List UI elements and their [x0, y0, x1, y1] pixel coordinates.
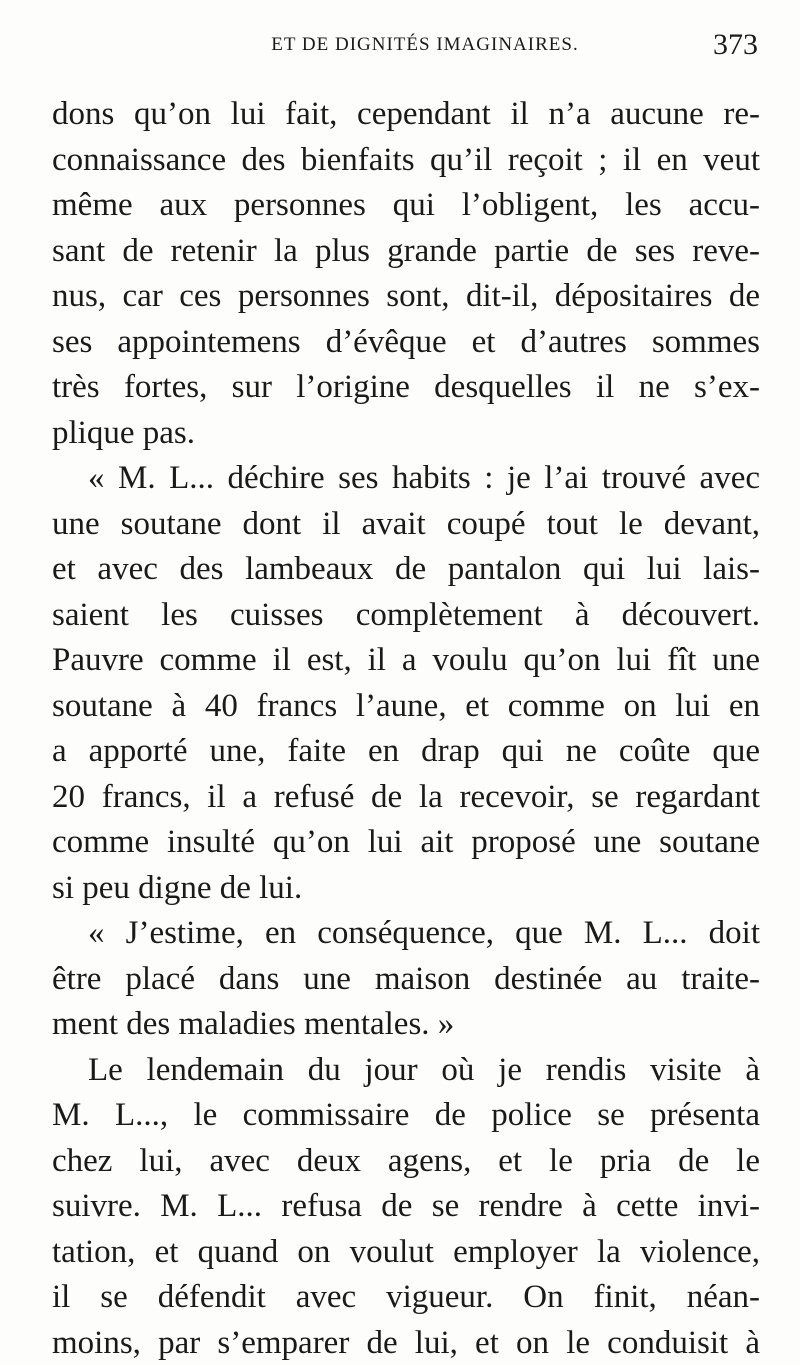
text-line: a apporté une, faite en drap qui ne coûte que	[52, 729, 760, 775]
page-number: 373	[713, 28, 758, 62]
text-line: moins, par s’emparer de lui, et on le conduisit à	[52, 1321, 760, 1366]
text-line: comme insulté qu’on lui ait proposé une soutane	[52, 820, 760, 866]
text-line: sant de retenir la plus grande partie de ses reve-	[52, 229, 760, 275]
text-line: M. L..., le commissaire de police se présenta	[52, 1093, 760, 1139]
text-line: très fortes, sur l’origine desquelles il ne s’ex-	[52, 365, 760, 411]
text-line: suivre. M. L... refusa de se rendre à cette invi-	[52, 1184, 760, 1230]
page-header	[52, 26, 758, 66]
text-line: nus, car ces personnes sont, dit-il, dépositaires de	[52, 274, 760, 320]
text-line: Le lendemain du jour où je rendis visite à	[52, 1048, 760, 1094]
text-line: ment des maladies mentales. »	[52, 1002, 760, 1048]
text-line: chez lui, avec deux agens, et le pria de le	[52, 1139, 760, 1185]
text-line: tation, et quand on voulut employer la violence,	[52, 1230, 760, 1276]
text-line: dons qu’on lui fait, cependant il n’a aucune re-	[52, 92, 760, 138]
text-line: plique pas.	[52, 411, 760, 457]
text-line: connaissance des bienfaits qu’il reçoit ; il en veut	[52, 138, 760, 184]
body-text	[52, 92, 760, 1366]
text-line: même aux personnes qui l’obligent, les accu-	[52, 183, 760, 229]
text-line: être placé dans une maison destinée au traite-	[52, 957, 760, 1003]
text-line: « J’estime, en conséquence, que M. L... doit	[52, 911, 760, 957]
text-line: 20 francs, il a refusé de la recevoir, se regardant	[52, 775, 760, 821]
text-line: si peu digne de lui.	[52, 866, 760, 912]
text-line: Pauvre comme il est, il a voulu qu’on lui fît une	[52, 638, 760, 684]
text-line: une soutane dont il avait coupé tout le devant,	[52, 502, 760, 548]
running-title: ET DE DIGNITÉS IMAGINAIRES.	[52, 34, 758, 56]
text-line: il se défendit avec vigueur. On finit, néan-	[52, 1275, 760, 1321]
text-line: et avec des lambeaux de pantalon qui lui lais-	[52, 547, 760, 593]
text-line: soutane à 40 francs l’aune, et comme on lui en	[52, 684, 760, 730]
text-line: saient les cuisses complètement à découvert.	[52, 593, 760, 639]
text-line: « M. L... déchire ses habits : je l’ai trouvé avec	[52, 456, 760, 502]
text-line: ses appointemens d’évêque et d’autres sommes	[52, 320, 760, 366]
